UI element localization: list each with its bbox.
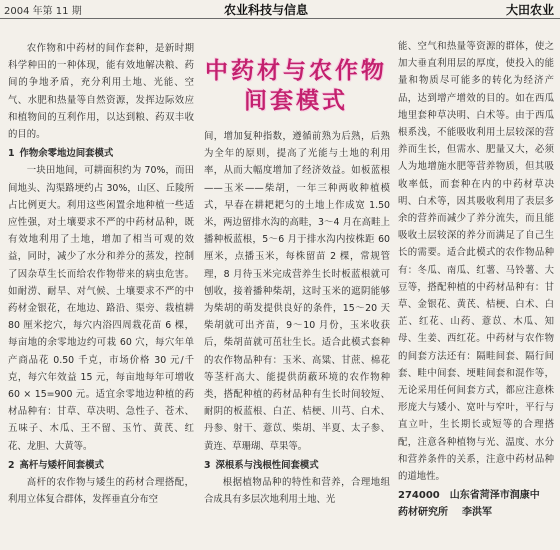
section-3-paragraph: 根据植物品种的特性和营养，合理地组合成具有多层次地利用土地、光 xyxy=(204,477,390,506)
author-affiliation: 274000 山东省菏泽市润康中 xyxy=(398,490,540,502)
section-1-paragraph: 一块田地间，可耕面积约为 70%，而田间地头、沟渠路埂约占 30%，山区、丘陵所占比例更大。利用这些闲置余地种植一些适应性强，对土壤要求不严的中药材品种，既有效地利用了土地，增加了相当可观的效益，同时，减少了水分和养分的蒸发，控制了因杂草生长而给农作物带来的病虫危害。如耐涝、耐旱、对气候、土壤要求不严的中药材金银花，在地边、路沿、渠旁、栽植耕 80 厘米挖穴，每穴内浴四周栽花苗 6 棵，每亩地的余零地边约可栽 60 穴，每穴年单产商品花 0.50 千克，市场价格 30 元/千克，每穴年效益 15 元，每亩地每年可增收 60 × 15=900 元。适宜余零地边种植的药材品种有：甘草、草决明、急性子、苍术、五味子、木瓜、王不留、玉竹、黄芪、红花、龙胆、大黄等。 xyxy=(8,165,194,452)
author-institute: 药材研究所 xyxy=(398,507,448,519)
section-2-paragraph: 高杆的农作物与矮生的药材合理搭配，利用立体复合群体，发挥垂直分布空 xyxy=(8,477,194,506)
column-name: 农业科技与信息 xyxy=(224,3,309,17)
section-heading-text: 深根系与浅根性间套模式 xyxy=(215,459,319,471)
section-heading-3 xyxy=(204,457,390,474)
text-column-2 xyxy=(204,128,390,508)
section-2-continued: 间，增加复种指数，遵循前熟为后熟，后熟为全年的原则，提高了光能与土地的利用率，从而大幅度增加了经济效益。如板蓝根——玉米——柴胡，一年三种两收种植模式，早春在耕耙耙匀的土地上作成宽 1.50 米，两边留排水沟的高畦，3～4 月在高畦上播种板蓝根，5～6 月于排水沟内按株距 60 厘米，点播玉米，每株留苗 2 棵，常规管理，8 月待玉米完成营养生长时板蓝根就可刨收，接着播种柴胡，这时玉米的遮阴能够为柴胡的萌发提供良好的条件，15～20 天柴胡就可出齐苗，9～10 月份，玉米收获后，柴胡苗就可茁壮生长。适合此模式套种的农作物品种有：玉米、高粱、甘蔗、棉花等茎杆高大、能提供荫蔽环境的农作物种类，搭配种植的药材品种有生长时间较短、耐阴的板蓝根、白芷、桔梗、川芎、白术、丹参、射干、薏苡、柴胡、半夏、太子参、黄连、草珊瑚、草果等。 xyxy=(204,131,390,452)
author-name: 李洪军 xyxy=(462,507,492,519)
article-title xyxy=(196,56,396,122)
text-column-1 xyxy=(8,40,194,508)
intro-paragraph: 农作物和中药材的间作套种，是新时期科学种田的一种体现，能有效地解决粮、药间的争地矛盾，充分利用土地、光能、空气、水肥和热量等自然资源，发挥边际效应和植物间的互利作用，以达到粮、药双丰收的目的。 xyxy=(8,43,194,141)
title-line-1: 中药材与农作物 xyxy=(205,57,387,84)
section-number: 2 xyxy=(8,459,15,471)
section-heading-text: 高杆与矮杆间套模式 xyxy=(19,459,104,471)
text-column-3 xyxy=(398,38,554,521)
header-rule xyxy=(0,18,560,19)
section-heading-1 xyxy=(8,145,194,162)
publication-name: 大田农业 xyxy=(505,3,554,17)
issue-label: 2004 年第 11 期 xyxy=(4,6,82,17)
title-line-2: 间套模式 xyxy=(244,87,348,114)
author-line xyxy=(398,504,554,521)
section-number: 3 xyxy=(204,459,211,471)
section-heading-text: 作物余零地边间套模式 xyxy=(19,148,114,160)
section-heading-2 xyxy=(8,457,194,474)
section-3-continued: 能、空气和热量等资源的群体，使之加大垂直利用层的厚度，使投入的能量和物质尽可能多的转化为经济产品，达到增产增效的目的。如在西瓜地里套种草决明、白术等。由于西瓜根系浅，不能吸收利用土层较深的营养而生长，但需水、肥量又大，必须人为地增施水肥等营养物质，但其吸收率低，而套种在内的中药材草决明、白术等，因其吸收利用了表层多余的营养而减少了养分流失，而且能吸收土层较深的养分而满足了自己生长的需要。适合此模式的农作物品种有：冬瓜、南瓜、红薯、马铃薯、大豆等，搭配种植的中药材品种有：甘草、金银花、黄芪、桔梗、白术、白芷、红花、山药、薏苡、木瓜、知母、生姜、西红花。中药材与农作物的间套方法还有：隔畦间套、隔行间套、畦中间套、埂畦间套和混作等，无论采用任何间套方式，都应注意株形庞大与矮小、宽叶与窄叶，平行与直立叶，生长期长或短等的合理搭配，注意各种植物与光、温度、水分和营养条件的关系，注意中药材品种的道地性。 xyxy=(398,41,554,483)
section-number: 1 xyxy=(8,148,15,160)
